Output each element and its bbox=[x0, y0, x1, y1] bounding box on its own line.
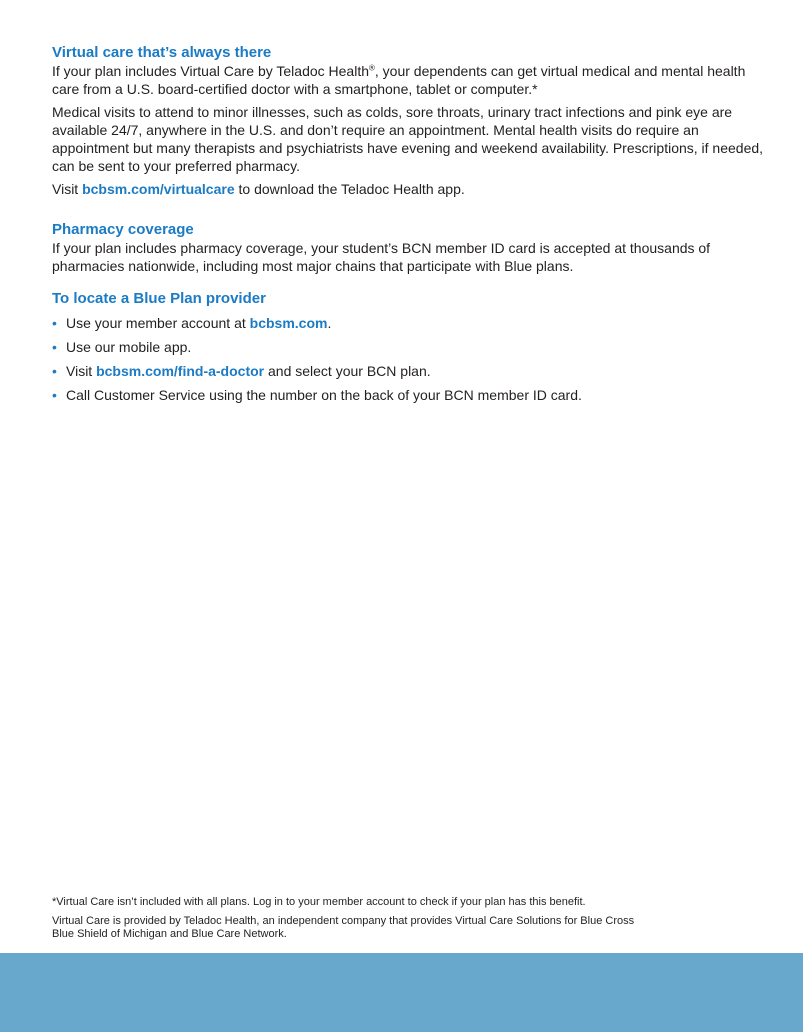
virtual-care-heading: Virtual care that’s always there bbox=[52, 44, 272, 61]
list-item bbox=[52, 314, 772, 332]
bullet-1-prefix: Use your member account at bbox=[66, 315, 250, 331]
footnote-2: Virtual Care is provided by Teladoc Health, an independent company that provides Virtual Care Solutions for Blue Cross Blue Shield of Michigan and Blue Care Network. bbox=[52, 915, 635, 940]
virtual-care-section bbox=[52, 44, 772, 198]
footnotes bbox=[52, 896, 652, 947]
bullet-3-suffix: and select your BCN plan. bbox=[264, 363, 431, 379]
virtual-care-p1-text-b: , your dependents can get virtual medical and mental health care from a U.S. board-certified doctor with a smartphone, tablet or computer.* bbox=[52, 63, 746, 97]
document-body bbox=[52, 44, 772, 410]
virtualcare-link[interactable]: bcbsm.com/virtualcare bbox=[82, 181, 235, 197]
pharmacy-paragraph: If your plan includes pharmacy coverage, your student’s BCN member ID card is accepted at thousands of pharmacies nationwide, including most major chains that participate with Blue plans. bbox=[52, 240, 711, 274]
bullet-4-text: Call Customer Service using the number on the back of your BCN member ID card. bbox=[66, 387, 582, 403]
bullet-icon: • bbox=[52, 315, 57, 331]
virtual-care-p1-text-a: If your plan includes Virtual Care by Teladoc Health bbox=[52, 63, 369, 79]
virtual-care-paragraph-1 bbox=[52, 62, 772, 98]
bullet-icon: • bbox=[52, 387, 57, 403]
footnote-1: *Virtual Care isn’t included with all plans. Log in to your member account to check if your plan has this benefit. bbox=[52, 896, 586, 908]
list-item bbox=[52, 362, 772, 380]
visit-prefix: Visit bbox=[52, 181, 83, 197]
bullet-icon: • bbox=[52, 339, 57, 355]
footer-band bbox=[0, 953, 803, 1032]
pharmacy-heading: Pharmacy coverage bbox=[52, 221, 194, 238]
bullet-3-prefix: Visit bbox=[66, 363, 97, 379]
bullet-icon: • bbox=[52, 363, 57, 379]
visit-suffix: to download the Teladoc Health app. bbox=[234, 181, 465, 197]
locate-provider-section bbox=[52, 290, 772, 404]
bcbsm-link[interactable]: bcbsm.com bbox=[249, 315, 328, 331]
virtual-care-paragraph-3 bbox=[52, 180, 772, 198]
list-item bbox=[52, 338, 772, 356]
virtual-care-paragraph-2: Medical visits to attend to minor illnesses, such as colds, sore throats, urinary tract infections and pink eye are available 24/7, anywhere in the U.S. and don’t require an appointment. Mental health visits do require an appointment but many therapists and psychiatrists have evening and weekend availability. Prescriptions, if needed, can be sent to your preferred pharmacy. bbox=[52, 104, 764, 174]
pharmacy-section bbox=[52, 221, 772, 275]
bullet-1-suffix: . bbox=[327, 315, 332, 331]
locate-provider-list bbox=[52, 314, 772, 404]
list-item bbox=[52, 386, 772, 404]
bullet-2-text: Use our mobile app. bbox=[66, 339, 192, 355]
find-a-doctor-link[interactable]: bcbsm.com/find-a-doctor bbox=[96, 363, 265, 379]
registered-mark: ® bbox=[369, 63, 375, 73]
locate-provider-heading: To locate a Blue Plan provider bbox=[52, 290, 266, 307]
